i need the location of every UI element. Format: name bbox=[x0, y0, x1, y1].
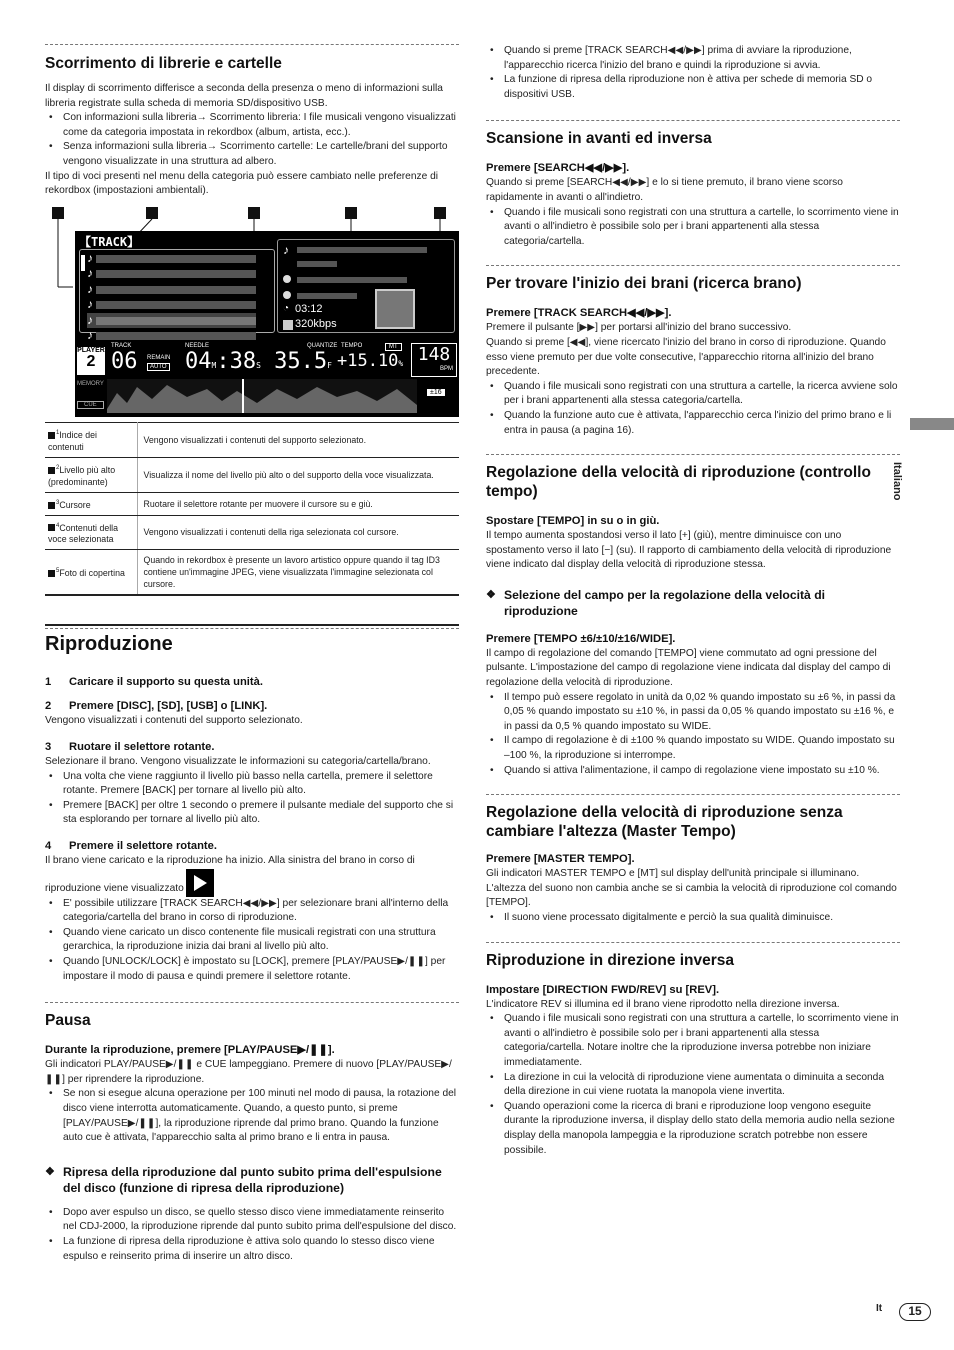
list-item: • Quando la funzione auto cue è attivata, l'apparecchio cerca l'inizio del primo brano e li entra in pausa (a pagina 16). bbox=[486, 409, 900, 438]
legend-item-name bbox=[45, 492, 137, 515]
bullet-list bbox=[486, 206, 900, 250]
time-seconds: 38 bbox=[229, 348, 257, 374]
number-marker bbox=[48, 524, 55, 531]
tempo-display bbox=[337, 351, 403, 371]
legend-name: Foto di copertina bbox=[59, 568, 125, 579]
list-item: • Dopo aver espulso un disco, se quello stesso disco viene immediatamente reinserito nel CDJ-2000, la riproduzione riprende dal punto subito prima dell'espulsione del disco. bbox=[45, 1206, 459, 1235]
bullet-list bbox=[45, 770, 459, 828]
list-item: • La funzione di ripresa della riproduzione è attiva solo quando lo stesso disco viene espulso e reinserito prima di inserire un altro disco. bbox=[45, 1235, 459, 1264]
number-marker bbox=[48, 432, 55, 439]
number-marker bbox=[48, 467, 55, 474]
step-number: 2 bbox=[45, 700, 52, 713]
waveform bbox=[107, 379, 417, 413]
bitrate-icon bbox=[283, 320, 293, 330]
bitrate: 320kbps bbox=[295, 317, 337, 330]
bullet-list bbox=[45, 111, 459, 169]
command: Impostare [DIRECTION FWD/REV] su [REV]. bbox=[486, 983, 720, 996]
list-item: • Quando si attiva l'alimentazione, il campo di regolazione viene impostato su ±10 %. bbox=[486, 764, 900, 779]
chapter-title: Riproduzione bbox=[45, 633, 173, 656]
section-divider bbox=[486, 120, 900, 121]
section-divider bbox=[486, 265, 900, 266]
command: Premere [SEARCH◀◀/▶▶]. bbox=[486, 162, 630, 175]
number-marker bbox=[48, 570, 55, 577]
player-number: 2 bbox=[86, 352, 96, 370]
step-text: Ruotare il selettore rotante. bbox=[69, 741, 215, 754]
list-item: • Se non si esegue alcuna operazione per 100 minuti nel modo di pausa, la rotazione del disco viene interrotta automaticamente. Quando, a questo punto, si preme [PLAY/PAUSE▶/❚❚], la riproduzione riprende dal primo brano. Quando la funzione auto cue è attivata, l'apparecchio salta al primo brano e li entra in pausa. bbox=[45, 1087, 459, 1145]
section-title: Scansione in avanti ed inversa bbox=[486, 130, 712, 148]
legend-number: 2 bbox=[56, 464, 60, 471]
time-s: S bbox=[256, 360, 261, 370]
legend-name: Cursore bbox=[59, 499, 91, 510]
left-column bbox=[45, 44, 459, 1264]
album-icon bbox=[283, 291, 291, 299]
page-number: 15 bbox=[899, 1303, 931, 1321]
note-icon: ♪ bbox=[87, 297, 256, 313]
legend-description: Vengono visualizzati i contenuti del supporto selezionato. bbox=[137, 422, 459, 457]
track-list bbox=[87, 251, 256, 344]
paragraph: Premere il pulsante [▶▶] per portarsi all'inizio del brano successivo. bbox=[486, 322, 792, 334]
cdj-screen bbox=[75, 231, 459, 417]
step-text: Premere [DISC], [SD], [USB] o [LINK]. bbox=[69, 700, 268, 713]
paragraph-text: Il brano viene caricato e la riproduzione ha inizio. Alla sinistra del brano in corso di riproduzione viene visualizzato bbox=[45, 855, 415, 894]
track-number: 06 bbox=[111, 348, 138, 374]
section-divider bbox=[486, 454, 900, 455]
paragraph: Selezionare il brano. Vengono visualizzate le informazioni su categoria/cartella/brano. bbox=[45, 756, 431, 768]
time-f: F bbox=[327, 360, 332, 370]
paragraph: Il display di scorrimento differisce a seconda della presenza o meno di informazioni sulla libreria registrate sulla scheda di memoria SD/dispositivo USB. bbox=[45, 83, 443, 109]
language-tab bbox=[910, 418, 954, 430]
step-2 bbox=[45, 698, 459, 714]
legend-name: Contenuti della voce selezionata bbox=[48, 522, 119, 545]
time-m: M bbox=[211, 360, 217, 370]
command: Premere [TEMPO ±6/±10/±16/WIDE]. bbox=[486, 632, 676, 645]
text-placeholder bbox=[297, 277, 407, 283]
legend-item-name bbox=[45, 550, 137, 596]
list-item: • Il tempo può essere regolato in unità da 0,02 % quando impostato su ±6 %, in passi da 0,05 % quando impostato su ±10 %, in passi da 0,05 % quando impostato su ±16 %, e in passi da 0,5 % quando impostato su WIDE. bbox=[486, 691, 900, 735]
legend-number: 1 bbox=[56, 429, 60, 436]
language-label: Italiano bbox=[891, 462, 903, 501]
legend-description: Vengono visualizzati i contenuti della riga selezionata col cursore. bbox=[137, 515, 459, 550]
section-divider bbox=[45, 44, 459, 45]
bullet-list bbox=[45, 1206, 459, 1264]
note-icon: ♪ bbox=[87, 282, 256, 298]
section-divider bbox=[45, 628, 459, 629]
heading-bar bbox=[45, 624, 459, 626]
list-item: • E' possibile utilizzare [TRACK SEARCH◀◀/▶▶] per selezionare brani all'interno della categoria/cartella del brano in corso di riproduzione. bbox=[45, 897, 459, 926]
step-text: Premere il selettore rotante. bbox=[69, 840, 217, 852]
list-item: • Una volta che viene raggiunto il livello più basso nella cartella, premere il selettore rotante. Premere [BACK] per tornare al livello più alto. bbox=[45, 770, 459, 799]
category-header: 【TRACK】 bbox=[79, 234, 140, 249]
tempo-range: ±16 bbox=[427, 389, 445, 396]
bullet-list bbox=[486, 691, 900, 779]
legend-number: 4 bbox=[56, 522, 60, 529]
legend-row bbox=[45, 515, 459, 550]
note-icon: ♪ bbox=[87, 266, 256, 282]
play-icon bbox=[186, 869, 214, 897]
step-text: Caricare il supporto su questa unità. bbox=[69, 676, 263, 689]
time-frames: 35.5 bbox=[274, 348, 328, 374]
scroll-index bbox=[81, 255, 85, 271]
legend-number: 3 bbox=[56, 499, 60, 506]
legend-name: Indice dei contenuti bbox=[48, 429, 98, 452]
list-item: • Premere [BACK] per oltre 1 secondo o premere il pulsante mediale del supporto che si sta esplorando per tornare al livello più alto. bbox=[45, 799, 459, 828]
paragraph: Il tempo aumenta spostandosi verso il lato [+] (giù), mentre diminuisce con uno spostamento verso il lato [−] (su). Il rapporto di cambiamento della velocità di riproduzione viene indicato dal display della velocità di riproduzione stessa. bbox=[486, 530, 892, 571]
bpm-box bbox=[411, 343, 457, 377]
step-4 bbox=[45, 838, 459, 854]
legend-item-name bbox=[45, 515, 137, 550]
section-title: Riproduzione in direzione inversa bbox=[486, 951, 735, 969]
bullet-list bbox=[486, 911, 900, 926]
legend-row bbox=[45, 550, 459, 596]
paragraph: Il campo di regolazione del comando [TEMPO] viene commutato ad ogni pressione del pulsante. L'impostazione del campo di regolazione viene indicata dal display del campo di regolazione della velocità di riproduzione. bbox=[486, 647, 891, 689]
text-placeholder bbox=[297, 293, 357, 299]
bpm-value: 148 bbox=[417, 343, 451, 365]
footer-lang: It bbox=[876, 1303, 883, 1314]
legend-description: Visualizza il nome del livello più alto o del supporto della voce visualizzata. bbox=[137, 457, 459, 492]
legend-number: 5 bbox=[56, 568, 60, 575]
mt-indicator: MT bbox=[385, 343, 402, 351]
list-item: • Senza informazioni sulla libreria→ Scorrimento cartelle: Le cartelle/brani del supporto vengono visualizzate in una struttura ad albero. bbox=[45, 140, 459, 169]
list-item: • Quando viene caricato un disco contenente file musicali registrati con una struttura gerarchica, la riproduzione inizia dai brani al livello più alto. bbox=[45, 926, 459, 955]
list-item: • La direzione in cui la velocità di riproduzione viene aumentata o diminuita a seconda della direzione in cui viene ruotata la manopola viene invertita. bbox=[486, 1071, 900, 1100]
artist-icon bbox=[283, 275, 291, 283]
list-item: • Quando operazioni come la ricerca di brani e riproduzione loop vengono eseguite durante la riproduzione inversa, il display dello stato della memoria audio nella sezione display della manopola lampeggia e la riproduzione scratch potrebbe non essere possibile. bbox=[486, 1100, 900, 1158]
legend-item-name bbox=[45, 422, 137, 457]
list-item: • Il campo di regolazione è di ±100 % quando impostato su WIDE. Quando impostato su –100 %, la riproduzione si interrompe. bbox=[486, 734, 900, 763]
bullet-list bbox=[486, 44, 900, 102]
paragraph bbox=[45, 854, 459, 897]
cover-art bbox=[375, 289, 415, 329]
auto-cue-indicator: AUTO bbox=[147, 363, 170, 371]
list-item: • Con informazioni sulla libreria→ Scorrimento libreria: I file musicali vengono visualizzati come da categoria impostata in rekordbox (album, artista, ecc.). bbox=[45, 111, 459, 140]
memory-label: MEMORY bbox=[77, 380, 104, 387]
paragraph: Quando si preme [SEARCH◀◀/▶▶] e lo si tiene premuto, il brano viene scorso rapidamente in avanti o all'indietro. bbox=[486, 177, 843, 203]
legend-table bbox=[45, 422, 459, 597]
legend-item-name bbox=[45, 457, 137, 492]
paragraph: Quando si preme [◀◀], viene ricercato l'inizio del brano in corso di riproduzione. Quando esso viene premuto per due volte consecutive, l'apparecchio ritorna all'inizio del brano precedente. bbox=[486, 336, 886, 378]
section-divider bbox=[45, 1002, 459, 1003]
section-title: Scorrimento di librerie e cartelle bbox=[45, 55, 282, 72]
text-placeholder bbox=[297, 261, 337, 267]
tempo-pct: % bbox=[398, 358, 404, 368]
step-number: 4 bbox=[45, 840, 52, 852]
command: Durante la riproduzione, premere [PLAY/PAUSE▶/❚❚]. bbox=[45, 1044, 335, 1057]
paragraph: Gli indicatori MASTER TEMPO e [MT] sul display dell'unità principale si illuminano. L'altezza del suono non cambia anche se si cambia la velocità di riproduzione col comando [TEMPO]. bbox=[486, 868, 897, 909]
list-item: • Il suono viene processato digitalmente e perciò la sua qualità diminuisce. bbox=[486, 911, 900, 926]
subsection-title: ❖ Selezione del campo per la regolazione della velocità di riproduzione bbox=[486, 587, 900, 619]
player-label: PLAYER bbox=[77, 346, 105, 354]
list-item: • Quando si preme [TRACK SEARCH◀◀/▶▶] prima di avviare la riproduzione, l'apparecchio ricerca l'inizio del brano e quindi la riproduzione si avvia. bbox=[486, 44, 900, 73]
display-illustration bbox=[45, 207, 459, 422]
legend-description: Quando in rekordbox è presente un lavoro artistico oppure quando il tag ID3 contiene un'immagine JPEG, viene visualizzata l'immagine selezionata col cursore. bbox=[137, 550, 459, 596]
legend-row bbox=[45, 492, 459, 515]
tempo-label: TEMPO bbox=[341, 342, 363, 349]
section-divider bbox=[486, 794, 900, 795]
list-item: • Quando [UNLOCK/LOCK] è impostato su [LOCK], premere [PLAY/PAUSE▶/❚❚] per impostare il modo di pausa e quindi premere il selettore rotante. bbox=[45, 955, 459, 984]
section-title: Regolazione della velocità di riproduzione senza cambiare l'altezza (Master Tempo) bbox=[486, 804, 843, 841]
step-number: 3 bbox=[45, 741, 52, 754]
paragraph: L'indicatore REV si illumina ed il brano viene riprodotto nella direzione inversa. bbox=[486, 998, 840, 1010]
section-title: Regolazione della velocità di riproduzione (controllo tempo) bbox=[486, 464, 871, 501]
bullet-list bbox=[45, 1087, 459, 1145]
quantize-label: QUANTIZE bbox=[307, 342, 338, 349]
note-icon: ♪ bbox=[87, 251, 256, 267]
step-number: 1 bbox=[45, 676, 52, 689]
step-3 bbox=[45, 739, 459, 755]
bullet-list bbox=[486, 380, 900, 438]
paragraph: Gli indicatori PLAY/PAUSE▶/❚❚ e CUE lampeggiano. Premere di nuovo [PLAY/PAUSE▶/❚❚] per riprendere la riproduzione. bbox=[45, 1059, 452, 1085]
list-item: • Quando i file musicali sono registrati con una struttura a cartelle, lo scorrimento viene in avanti o all'indietro è possibile solo per i brani appartenenti alla stessa categoria/cartella. bbox=[486, 206, 900, 250]
note-icon: ♪ bbox=[87, 328, 256, 344]
cue-label: CUE bbox=[77, 401, 104, 409]
legend-row bbox=[45, 457, 459, 492]
note-icon: ♪ bbox=[283, 242, 289, 257]
section-title: Pausa bbox=[45, 1012, 91, 1030]
legend-description: Ruotare il selettore rotante per muovere il cursore su e giù. bbox=[137, 492, 459, 515]
clock-icon: ◔ bbox=[283, 302, 290, 314]
bullet-list bbox=[486, 1012, 900, 1158]
step-1 bbox=[45, 674, 459, 690]
command: Premere [MASTER TEMPO]. bbox=[486, 853, 635, 866]
command: Spostare [TEMPO] in su o in giù. bbox=[486, 515, 660, 528]
needle-label: NEEDLE bbox=[185, 342, 210, 349]
bullet-list bbox=[45, 897, 459, 985]
command: Premere [TRACK SEARCH◀◀/▶▶]. bbox=[486, 307, 672, 320]
bpm-label: BPM bbox=[439, 365, 453, 372]
paragraph: Il tipo di voci presenti nel menu della categoria può essere cambiato nelle preferenze di rekordbox (impostazioni ambientali). bbox=[45, 170, 439, 197]
section-divider bbox=[486, 942, 900, 943]
legend-name: Livello più alto (predominante) bbox=[48, 464, 116, 487]
track-label: TRACK bbox=[111, 342, 132, 349]
list-item: • Quando i file musicali sono registrati con una struttura a cartelle, lo scorrimento viene in avanti o all'indietro è possibile solo per i brani appartenenti alla stessa categoria/cartella. Notare inoltre che la riproduzione inversa potrebbe non iniziare immediatamente. bbox=[486, 1012, 900, 1070]
paragraph: Vengono visualizzati i contenuti del supporto selezionato. bbox=[45, 715, 303, 727]
remain-label: REMAIN bbox=[147, 354, 171, 361]
player-badge bbox=[77, 347, 105, 375]
cursor-row: ♪ bbox=[87, 313, 256, 329]
track-time: 03:12 bbox=[295, 302, 323, 315]
time-minutes: 04 bbox=[185, 348, 212, 374]
section-title: Per trovare l'inizio dei brani (ricerca brano) bbox=[486, 275, 802, 293]
number-marker bbox=[48, 502, 55, 509]
right-column bbox=[486, 44, 900, 1158]
list-item: • La funzione di ripresa della riproduzione non è attiva per schede di memoria SD o dispositivi USB. bbox=[486, 73, 900, 102]
text-placeholder bbox=[297, 247, 427, 253]
tempo-value: +15.10 bbox=[337, 350, 399, 371]
time-display: 04M:38S 35.5F bbox=[185, 348, 332, 374]
legend-row bbox=[45, 422, 459, 457]
list-item: • Quando i file musicali sono registrati con una struttura a cartelle, la ricerca avviene solo per i brani appartenenti alla stessa categoria/cartella. bbox=[486, 380, 900, 409]
subsection-title: ❖ Ripresa della riproduzione dal punto subito prima dell'espulsione del disco (funzione di ripresa della riproduzione) bbox=[45, 1164, 459, 1196]
